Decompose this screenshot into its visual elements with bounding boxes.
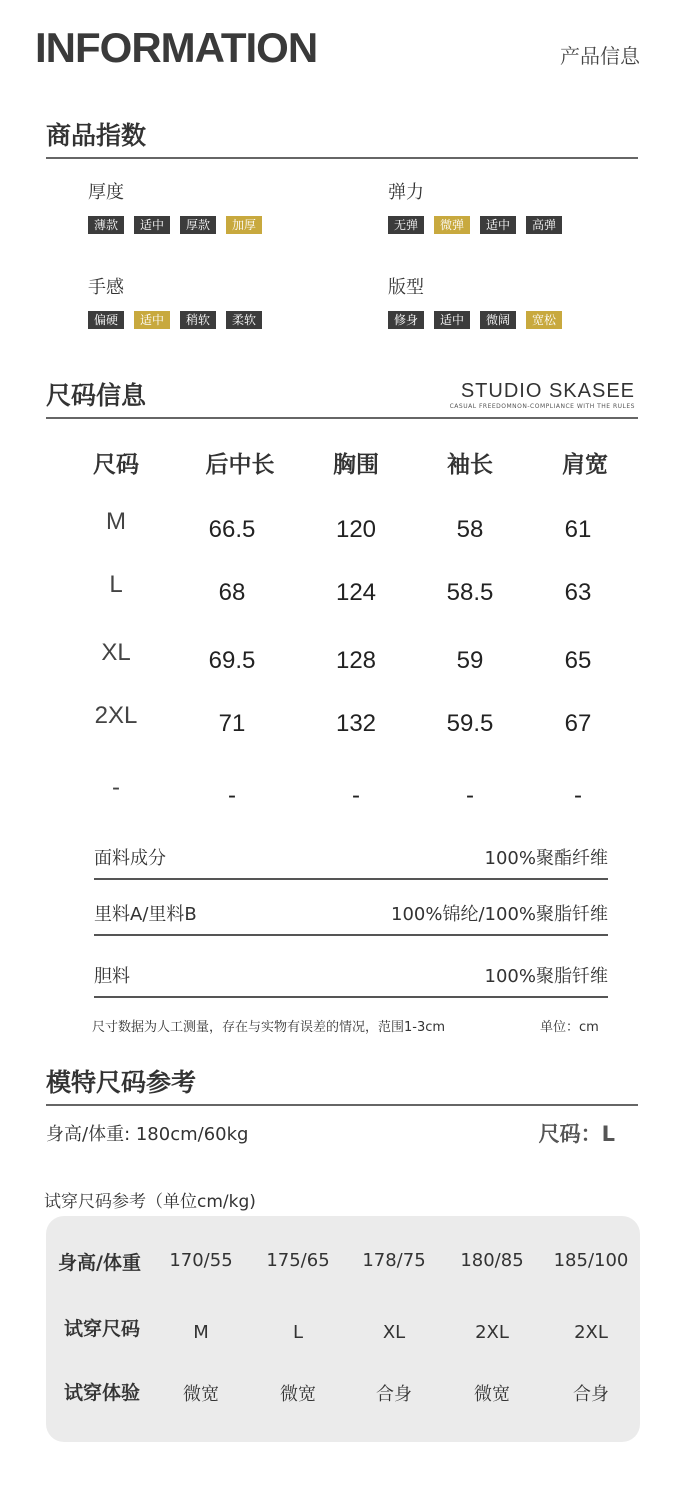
fit-cell: 微宽 <box>183 1384 219 1405</box>
size-cell: 66.5 <box>208 516 256 543</box>
size-cell: 2XL <box>94 702 138 729</box>
size-cell: 124 <box>335 579 377 606</box>
index-tags <box>88 311 262 329</box>
fabric-label: 胆料 <box>94 966 130 987</box>
index-tag: 适中 <box>434 311 470 329</box>
size-cell: 59 <box>456 647 484 674</box>
fit-cell: 185/100 <box>553 1250 629 1271</box>
fit-cell: M <box>193 1322 209 1343</box>
index-tag: 适中 <box>134 216 170 234</box>
index-tag: 加厚 <box>226 216 262 234</box>
index-tag: 薄款 <box>88 216 124 234</box>
size-cell: 71 <box>218 710 246 737</box>
size-cell: 58.5 <box>446 579 494 606</box>
size-cell: 132 <box>335 710 377 737</box>
fabric-label: 面料成分 <box>94 848 166 869</box>
index-label: 弹力 <box>388 182 424 203</box>
size-cell: - <box>228 782 236 809</box>
index-tag: 适中 <box>134 311 170 329</box>
size-cell: 59.5 <box>446 710 494 737</box>
size-cell: L <box>109 571 123 598</box>
measure-note: 尺寸数据为人工测量，存在与实物有误差的情况，范围1-3cm <box>92 1020 446 1035</box>
fit-cell: 170/55 <box>169 1250 233 1271</box>
fit-cell: 微宽 <box>474 1384 510 1405</box>
fit-cell: 微宽 <box>280 1384 316 1405</box>
fit-cell: 2XL <box>574 1322 608 1343</box>
title-en: INFORMATION <box>35 24 318 71</box>
section-title-model: 模特尺码参考 <box>46 1068 197 1097</box>
fit-cell: 合身 <box>573 1384 609 1405</box>
size-cell: 63 <box>564 579 592 606</box>
size-cell: 65 <box>564 647 592 674</box>
fit-cell: 175/65 <box>266 1250 330 1271</box>
divider <box>46 417 638 419</box>
divider <box>94 996 608 998</box>
index-group <box>388 273 562 329</box>
brand-logo <box>450 380 635 410</box>
fit-cell: 180/85 <box>460 1250 524 1271</box>
brand-name: STUDIO SKASEE <box>460 380 635 402</box>
size-cell: 67 <box>564 710 592 737</box>
size-cell: 68 <box>218 579 246 606</box>
size-header: 袖长 <box>447 452 493 478</box>
size-header: 尺码 <box>93 452 139 478</box>
index-label: 手感 <box>88 277 124 298</box>
size-header: 后中长 <box>205 452 275 478</box>
size-cell: - <box>466 782 474 809</box>
index-tag: 修身 <box>388 311 424 329</box>
index-tag: 微弹 <box>434 216 470 234</box>
index-label: 版型 <box>388 277 424 298</box>
fabric-row <box>94 898 608 928</box>
fabric-value: 100%聚酯纤维 <box>484 848 608 869</box>
index-group <box>88 178 262 234</box>
size-cell: - <box>352 782 360 809</box>
index-tag: 偏硬 <box>88 311 124 329</box>
fabric-value: 100%锦纶/100%聚脂钎维 <box>391 904 608 925</box>
fit-caption: 试穿尺码参考（单位cm/kg) <box>44 1192 256 1212</box>
index-group <box>88 273 262 329</box>
size-cell: XL <box>101 639 131 666</box>
unit-note: 单位：cm <box>540 1020 599 1035</box>
size-cell: 69.5 <box>208 647 256 674</box>
index-tag: 适中 <box>480 216 516 234</box>
index-tag: 厚款 <box>180 216 216 234</box>
divider <box>46 157 638 159</box>
index-label: 厚度 <box>88 182 124 203</box>
index-tag: 微阔 <box>480 311 516 329</box>
fit-cell: 2XL <box>475 1322 509 1343</box>
fabric-label: 里料A/里料B <box>94 904 197 925</box>
size-cell: 120 <box>335 516 377 543</box>
fit-reference-panel <box>46 1216 640 1442</box>
size-cell: M <box>106 508 126 535</box>
index-tag: 柔软 <box>226 311 262 329</box>
brand-slogan: CASUAL FREEDOMNON-COMPLIANCE WITH THE RULES <box>449 403 635 410</box>
fit-cell: 合身 <box>376 1384 412 1405</box>
divider <box>46 1104 638 1106</box>
fabric-value: 100%聚脂钎维 <box>484 966 608 987</box>
index-tag: 稍软 <box>180 311 216 329</box>
size-cell: - <box>112 774 120 801</box>
index-tags <box>88 216 262 234</box>
section-title-index: 商品指数 <box>46 121 147 150</box>
fit-cell: 178/75 <box>362 1250 426 1271</box>
fit-row-header: 试穿尺码 <box>64 1318 141 1340</box>
size-cell: 58 <box>456 516 484 543</box>
fit-row-header: 身高/体重 <box>58 1252 141 1274</box>
index-tag: 无弹 <box>388 216 424 234</box>
index-tags <box>388 311 562 329</box>
divider <box>94 934 608 936</box>
fit-row-header: 试穿体验 <box>64 1382 141 1404</box>
size-header: 肩宽 <box>562 452 608 478</box>
size-cell: - <box>574 782 582 809</box>
fabric-row <box>94 960 608 990</box>
section-title-size: 尺码信息 <box>46 381 147 410</box>
index-group <box>388 178 562 234</box>
size-header: 胸围 <box>333 452 379 478</box>
size-cell: 61 <box>564 516 592 543</box>
index-tag: 高弹 <box>526 216 562 234</box>
fit-cell: L <box>292 1322 304 1343</box>
fabric-row <box>94 842 608 872</box>
title-cn: 产品信息 <box>560 44 640 68</box>
fit-cell: XL <box>382 1322 406 1343</box>
size-cell: 128 <box>335 647 377 674</box>
model-height-weight: 身高/体重: 180cm/60kg <box>46 1124 249 1145</box>
index-tags <box>388 216 562 234</box>
index-tag: 宽松 <box>526 311 562 329</box>
model-size: 尺码：L <box>538 1122 615 1146</box>
divider <box>94 878 608 880</box>
